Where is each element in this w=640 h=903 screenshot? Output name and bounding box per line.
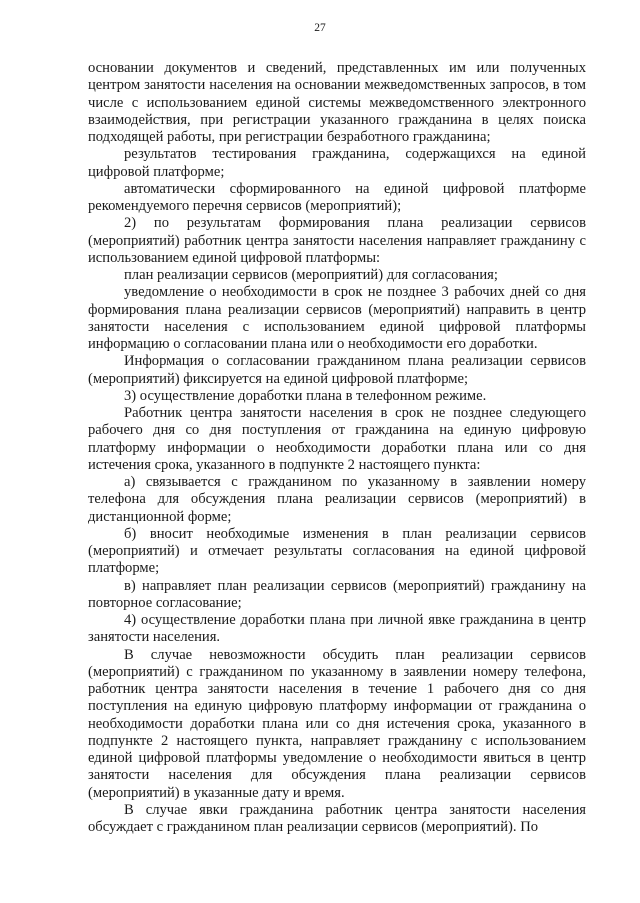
- paragraph-subitem-b: б) вносит необходимые изменения в план реализации сервисов (мероприятий) и отмечает результаты согласования на единой цифровой платформе;: [88, 525, 586, 577]
- paragraph-plan-for-approval: план реализации сервисов (мероприятий) для согласования;: [124, 267, 498, 283]
- document-body: [88, 60, 586, 836]
- paragraph-appearance-case: В случае явки гражданина работник центра занятости населения обсуждает с гражданином план реализации сервисов (мероприятий). По: [88, 801, 586, 835]
- paragraph-item-3: 3) осуществление доработки плана в телефонном режиме.: [124, 387, 487, 404]
- paragraph-notification: уведомление о необходимости в срок не позднее 3 рабочих дней со дня формирования плана реализации сервисов (мероприятий) направить в центр занятости населения с использованием единой цифровой платформы информацию о согласовании плана или о необходимости его доработки.: [88, 284, 586, 352]
- paragraph-continuation: основании документов и сведений, представленных им или полученных центром занятости населения на основании межведомственных запросов, в том числе с использованием единой системы межведомственного электронного взаимодействия, при регистрации указанного гражданина в целях поиска подходящей работы, при регистрации безработного гражданина;: [88, 60, 586, 145]
- paragraph-item-2: 2) по результатам формирования плана реализации сервисов (мероприятий) работник центра занятости населения направляет гражданину с использованием единой цифровой платформы:: [88, 215, 586, 266]
- paragraph-auto-list: автоматически сформированного на единой цифровой платформе рекомендуемого перечня сервисов (мероприятий);: [88, 180, 586, 214]
- paragraph-employee-duties: Работник центра занятости населения в срок не позднее следующего рабочего дня со дня поступления от гражданина на единую цифровую платформу информации о необходимости доработки плана или со дня истечения срока, указанного в подпункте 2 настоящего пункта:: [88, 405, 586, 473]
- page-number: 27: [314, 22, 326, 34]
- paragraph-test-results: результатов тестирования гражданина, содержащихся на единой цифровой платформе;: [88, 146, 586, 180]
- paragraph-approval-info: Информация о согласовании гражданином плана реализации сервисов (мероприятий) фиксируется на единой цифровой платформе;: [88, 353, 586, 387]
- paragraph-subitem-v: в) направляет план реализации сервисов (мероприятий) гражданину на повторное согласование;: [88, 577, 586, 611]
- paragraph-item-4: 4) осуществление доработки плана при личной явке гражданина в центр занятости населения.: [88, 612, 586, 646]
- paragraph-impossibility-case: В случае невозможности обсудить план реализации сервисов (мероприятий) с гражданином по указанному в заявлении номеру телефона, работник центра занятости населения в течение 1 рабочего дня со дня поступления на единую цифровую платформу информации от гражданина о необходимости доработки плана или со дня истечения срока, указанного в подпункте 2 настоящего пункта, направляет гражданину с использованием единой цифровой платформы уведомление о необходимости явиться в центр занятости населения для обсуждения плана реализации сервисов (мероприятий) в указанные дату и время.: [88, 646, 586, 801]
- paragraph-subitem-a: а) связывается с гражданином по указанному в заявлении номеру телефона для обсуждения плана реализации сервисов (мероприятий) в дистанционной форме;: [88, 474, 586, 525]
